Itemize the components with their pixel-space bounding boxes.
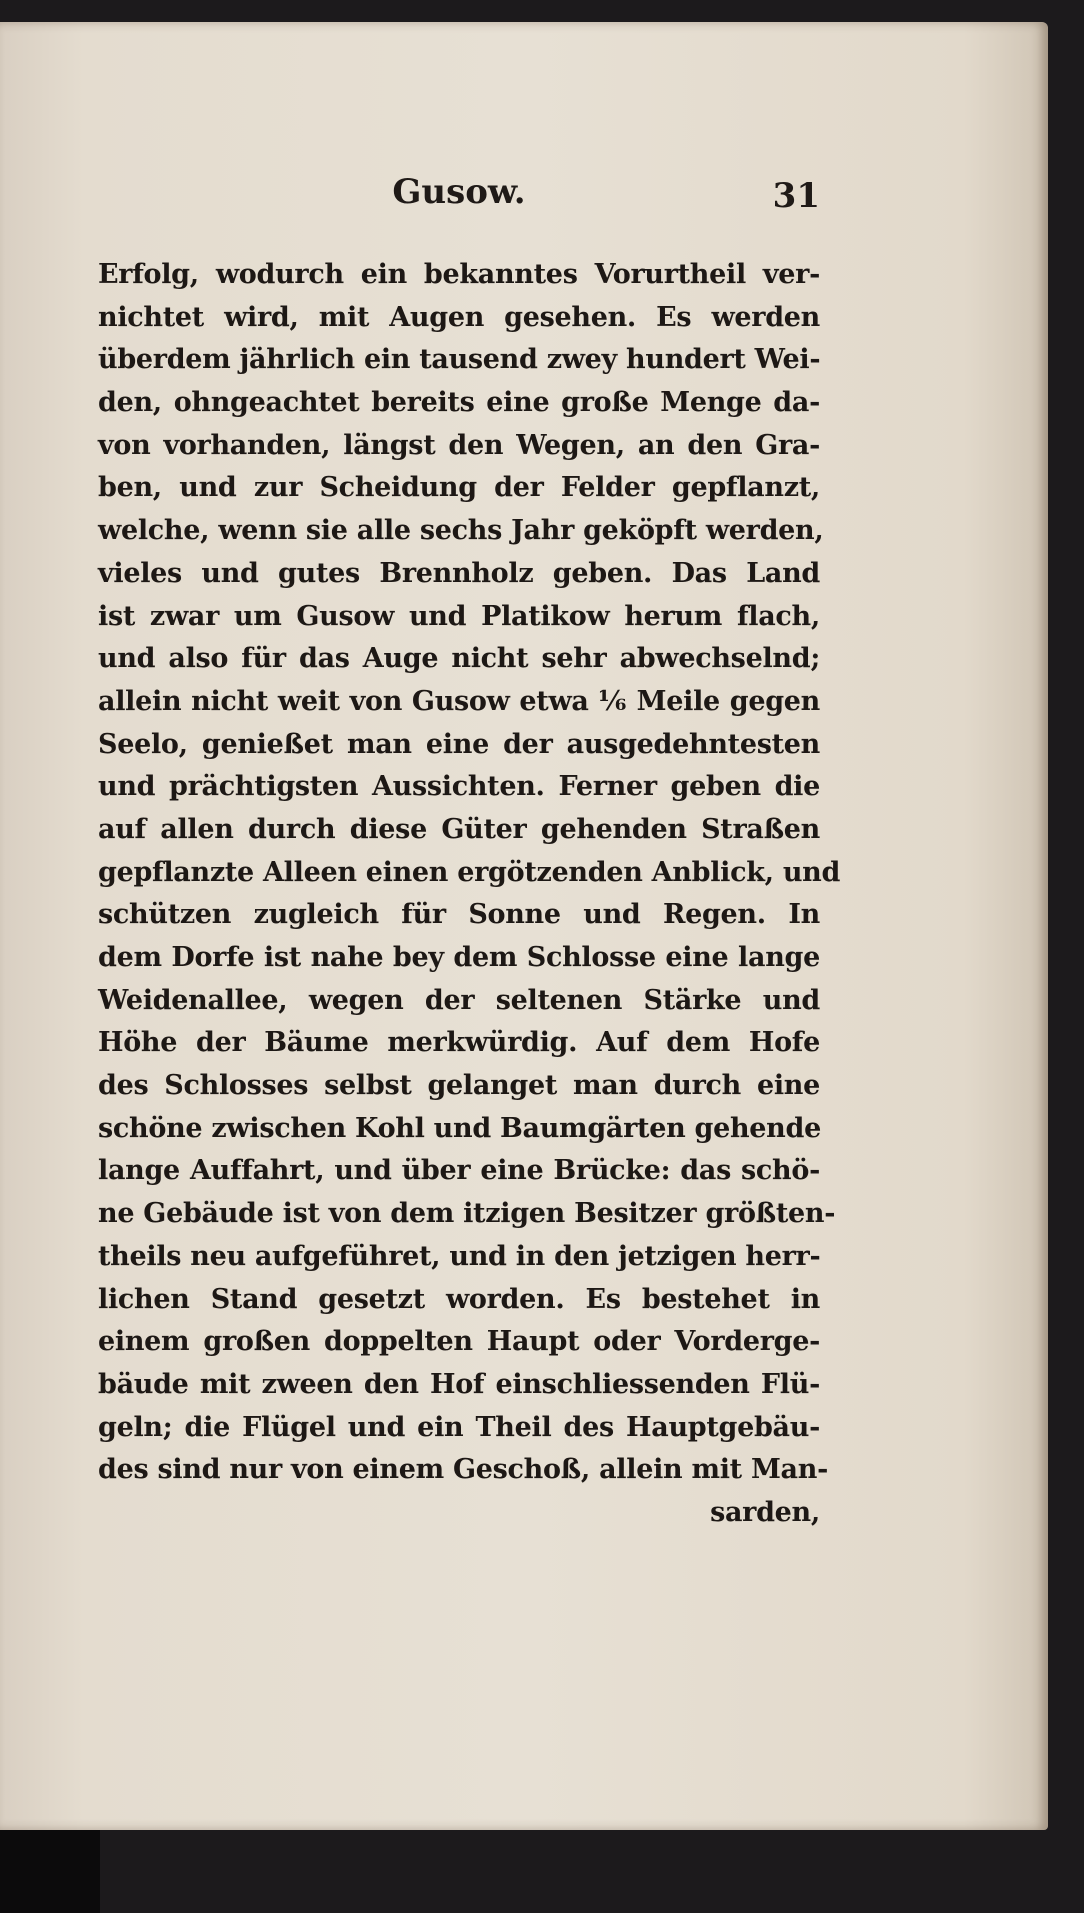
text-line: einem großen doppelten Haupt oder Vorderge-	[98, 1326, 820, 1358]
text-line: ben, und zur Scheidung der Felder gepflanzt,	[98, 472, 820, 504]
text-line: des Schlosses selbst gelanget man durch eine	[98, 1070, 820, 1102]
text-line: Seelo, genießet man eine der ausgedehntesten	[98, 728, 820, 760]
catchword: sarden,	[710, 1496, 820, 1528]
text-line: allein nicht weit von Gusow etwa ⅙ Meile gegen	[98, 685, 820, 717]
text-line: ist zwar um Gusow und Platikow herum flach,	[98, 600, 820, 632]
page-number: 31	[772, 176, 820, 216]
text-line: gepflanzte Alleen einen ergötzenden Anblick, und	[98, 856, 841, 888]
text-line: den, ohngeachtet bereits eine große Menge da-	[98, 387, 820, 419]
text-line: ne Gebäude ist von dem itzigen Besitzer größten-	[98, 1198, 836, 1230]
text-line: Erfolg, wodurch ein bekanntes Vorurtheil ver-	[98, 259, 820, 290]
text-line: Höhe der Bäume merkwürdig. Auf dem Hofe	[98, 1027, 820, 1059]
book-page	[0, 22, 1048, 1830]
text-line: welche, wenn sie alle sechs Jahr geköpft werden,	[98, 515, 824, 547]
text-line: auf allen durch diese Güter gehenden Straßen	[98, 813, 820, 845]
text-line: lange Auffahrt, und über eine Brücke: das schö-	[98, 1155, 820, 1187]
text-line: theils neu aufgeführet, und in den jetzigen herr-	[98, 1240, 821, 1272]
text-line: überdem jährlich ein tausend zwey hundert Wei-	[98, 344, 821, 376]
text-line: und prächtigsten Aussichten. Ferner geben die	[98, 771, 820, 803]
text-line: bäude mit zween den Hof einschliessenden Flü-	[98, 1368, 820, 1400]
text-line: nichtet wird, mit Augen gesehen. Es werden	[98, 301, 820, 333]
text-line: schöne zwischen Kohl und Baumgärten gehende	[98, 1112, 821, 1144]
text-line: des sind nur von einem Geschoß, allein mit Man-	[98, 1454, 828, 1486]
text-line: vieles und gutes Brennholz geben. Das Land	[98, 557, 820, 589]
running-title: Gusow.	[392, 172, 526, 212]
text-line: lichen Stand gesetzt worden. Es bestehet in	[98, 1283, 820, 1315]
text-line: geln; die Flügel und ein Theil des Hauptgebäu-	[98, 1411, 820, 1443]
scan-background	[0, 1830, 100, 1913]
text-line: von vorhanden, längst den Wegen, an den Gra-	[98, 429, 820, 461]
text-line: schützen zugleich für Sonne und Regen. In	[98, 899, 820, 931]
text-line: dem Dorfe ist nahe bey dem Schlosse eine lange	[98, 942, 820, 973]
text-line: und also für das Auge nicht sehr abwechselnd;	[98, 643, 820, 675]
text-line: Weidenallee, wegen der seltenen Stärke und	[98, 984, 820, 1016]
body-text	[98, 254, 841, 1535]
page-header	[98, 172, 820, 222]
